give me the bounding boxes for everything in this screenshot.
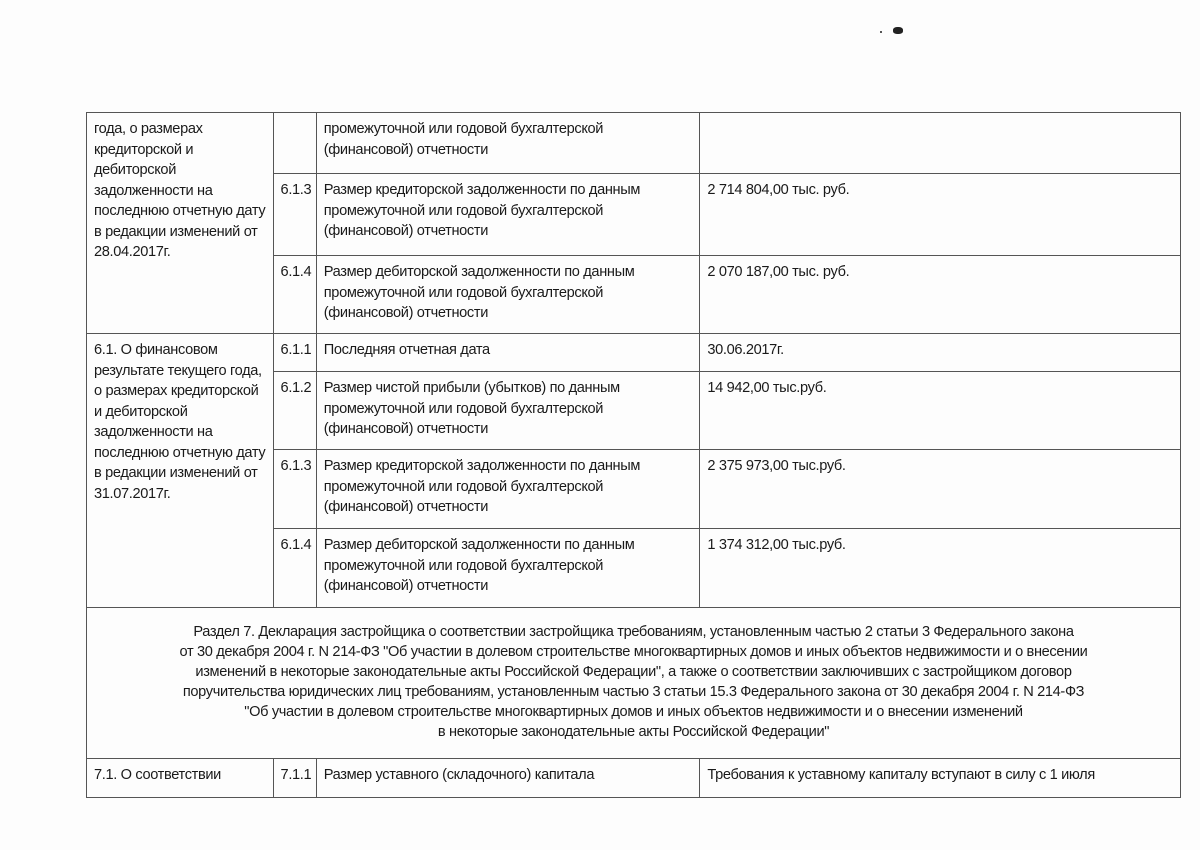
table-row <box>87 113 1181 174</box>
group-label: года, о размерах кредиторской и дебиторской задолженности на последнюю отчетную дату в редакции изменений от 28.04.2017г. <box>87 113 274 334</box>
row-value: 2 375 973,00 тыс.руб. <box>700 450 1181 529</box>
section-line: "Об участии в долевом строительстве многоквартирных домов и иных объектов недвижимости и о внесении изменений <box>244 704 1023 720</box>
row-value: 2 070 187,00 тыс. руб. <box>700 256 1181 334</box>
declaration-table <box>86 112 1181 798</box>
row-value: Требования к уставному капиталу вступают в силу с 1 июля <box>700 759 1181 798</box>
section-line: поручительства юридических лиц требованиям, установленным частью 3 статьи 15.3 Федерального закона от 30 декабря 2004 г. N 214-ФЗ <box>182 684 1085 700</box>
table-row <box>87 334 1181 372</box>
row-value: 14 942,00 тыс.руб. <box>700 372 1181 450</box>
row-description: Размер кредиторской задолженности по данным промежуточной или годовой бухгалтерской (финансовой) отчетности <box>316 174 700 256</box>
row-description: Размер дебиторской задолженности по данным промежуточной или годовой бухгалтерской (финансовой) отчетности <box>316 256 700 334</box>
section-line: Раздел 7. Декларация застройщика о соответствии застройщика требованиям, установленным частью 2 статьи 3 Федерального закона <box>193 624 1074 640</box>
row-value: 1 374 312,00 тыс.руб. <box>700 529 1181 608</box>
group-label: 7.1. О соответствии <box>87 759 274 798</box>
row-number <box>273 113 316 174</box>
row-number: 6.1.4 <box>273 256 316 334</box>
row-description: Размер дебиторской задолженности по данным промежуточной или годовой бухгалтерской (финансовой) отчетности <box>316 529 700 608</box>
row-value: 2 714 804,00 тыс. руб. <box>700 174 1181 256</box>
row-number: 7.1.1 <box>273 759 316 798</box>
section-line: от 30 декабря 2004 г. N 214-ФЗ "Об участии в долевом строительстве многоквартирных домов и иных объектов недвижимости и о внесении <box>179 644 1088 660</box>
section-line: изменений в некоторые законодательные акты Российской Федерации", а также о соответствии заключивших с застройщиком договор <box>195 664 1072 680</box>
row-description: Последняя отчетная дата <box>316 334 700 372</box>
table-row <box>87 759 1181 798</box>
group-label: 6.1. О финансовом результате текущего года, о размерах кредиторской и дебиторской задолженности на последнюю отчетную дату в редакции изменений от 31.07.2017г. <box>87 334 274 608</box>
section-line: в некоторые законодательные акты Российской Федерации" <box>437 724 830 740</box>
section-7-heading <box>87 608 1181 759</box>
row-number: 6.1.3 <box>273 450 316 529</box>
row-description: Размер чистой прибыли (убытков) по данным промежуточной или годовой бухгалтерской (финансовой) отчетности <box>316 372 700 450</box>
row-number: 6.1.4 <box>273 529 316 608</box>
row-number: 6.1.1 <box>273 334 316 372</box>
scan-speck <box>893 27 903 34</box>
row-number: 6.1.2 <box>273 372 316 450</box>
row-description: Размер кредиторской задолженности по данным промежуточной или годовой бухгалтерской (финансовой) отчетности <box>316 450 700 529</box>
row-value <box>700 113 1181 174</box>
row-number: 6.1.3 <box>273 174 316 256</box>
section-header-row <box>87 608 1181 759</box>
row-description: промежуточной или годовой бухгалтерской (финансовой) отчетности <box>316 113 700 174</box>
scan-speck <box>880 31 882 33</box>
row-description: Размер уставного (складочного) капитала <box>316 759 700 798</box>
row-value: 30.06.2017г. <box>700 334 1181 372</box>
